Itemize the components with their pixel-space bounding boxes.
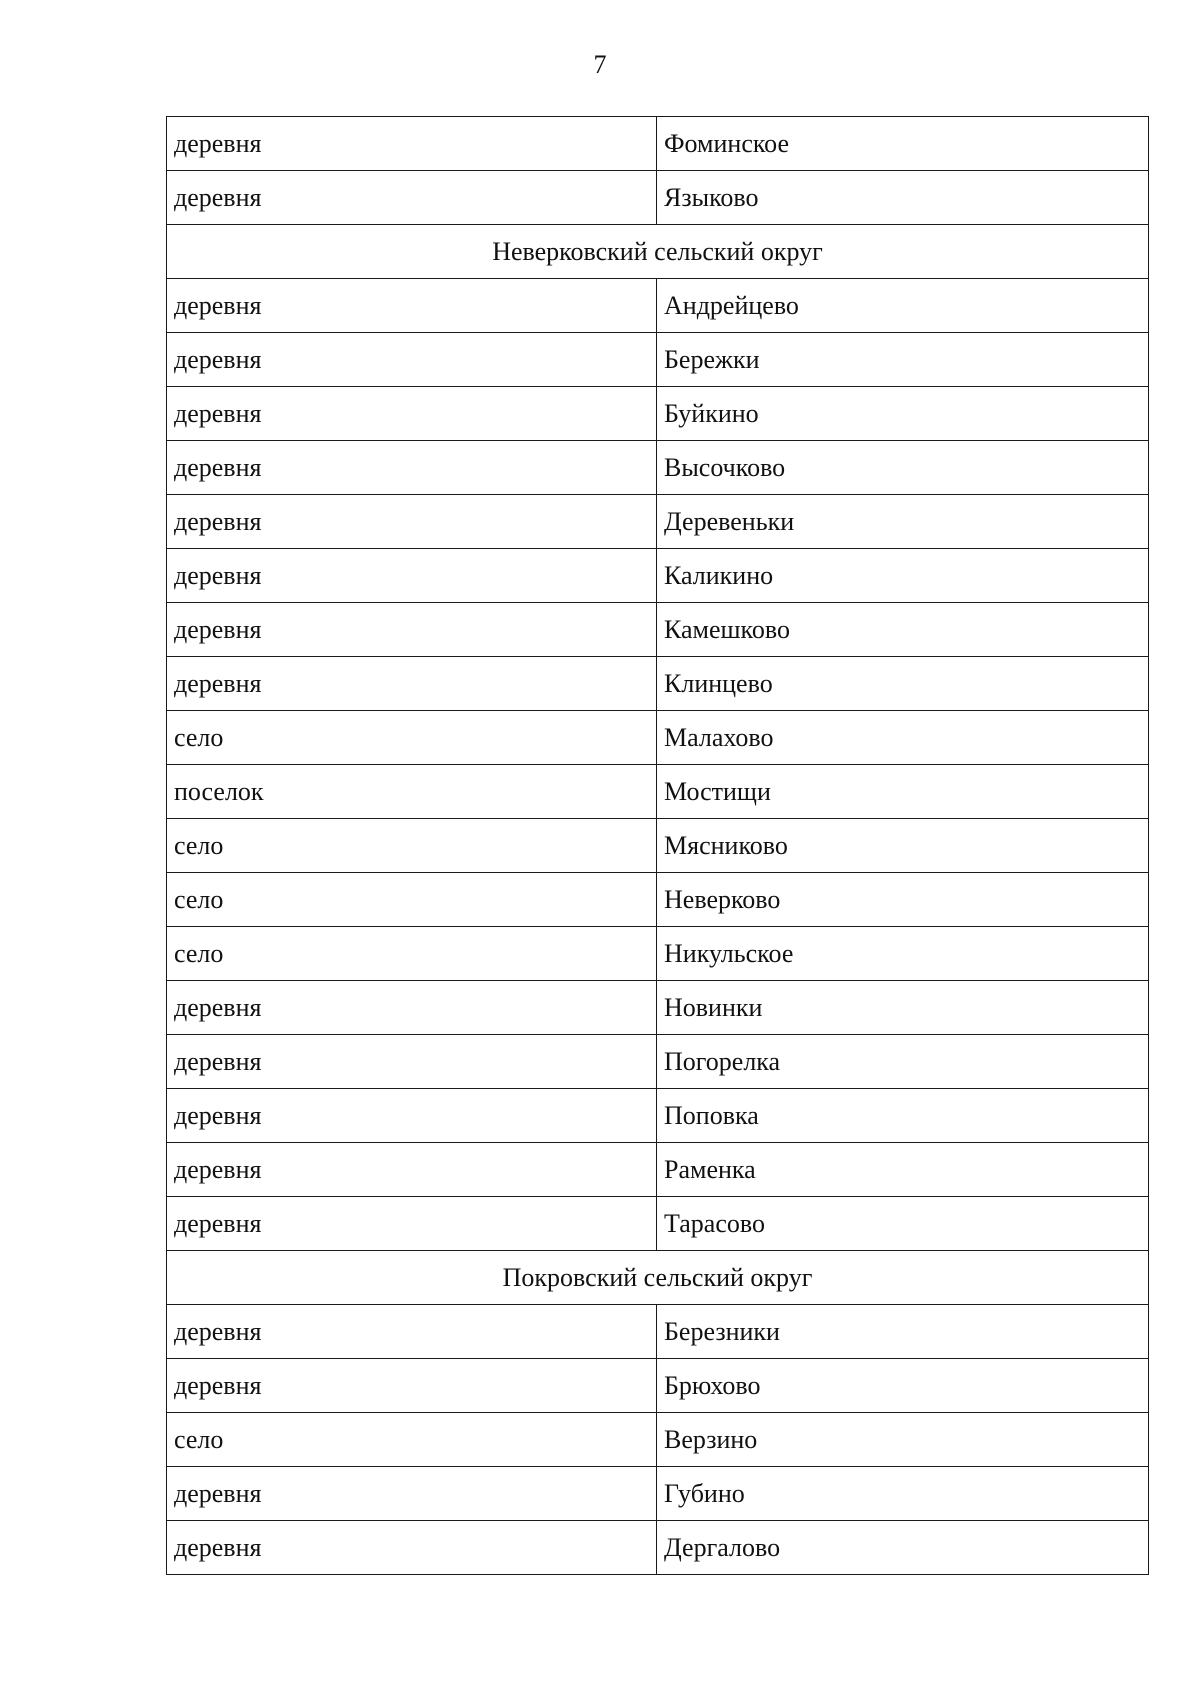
settlement-type-cell: деревня: [167, 1467, 657, 1521]
settlement-name-cell: Буйкино: [657, 387, 1149, 441]
settlement-name-cell: Брюхово: [657, 1359, 1149, 1413]
section-header-row: [167, 1251, 1149, 1305]
settlement-type-cell: деревня: [167, 981, 657, 1035]
settlement-name-cell: Губино: [657, 1467, 1149, 1521]
settlement-name-cell: Высочково: [657, 441, 1149, 495]
table-row: [167, 171, 1149, 225]
table-row: [167, 1359, 1149, 1413]
table-row: [167, 657, 1149, 711]
table-row: [167, 1413, 1149, 1467]
table-row: [167, 117, 1149, 171]
table-row: [167, 873, 1149, 927]
settlement-name-cell: Верзино: [657, 1413, 1149, 1467]
settlement-name-cell: Раменка: [657, 1143, 1149, 1197]
settlement-name-cell: Фоминское: [657, 117, 1149, 171]
settlement-type-cell: деревня: [167, 1035, 657, 1089]
settlement-name-cell: Языково: [657, 171, 1149, 225]
settlement-name-cell: Новинки: [657, 981, 1149, 1035]
settlement-type-cell: поселок: [167, 765, 657, 819]
section-title: Неверковский сельский округ: [167, 225, 1149, 279]
table-row: [167, 1035, 1149, 1089]
table-row: [167, 765, 1149, 819]
settlement-name-cell: Поповка: [657, 1089, 1149, 1143]
settlement-name-cell: Тарасово: [657, 1197, 1149, 1251]
settlement-name-cell: Бережки: [657, 333, 1149, 387]
settlement-name-cell: Андрейцево: [657, 279, 1149, 333]
table-row: [167, 1089, 1149, 1143]
settlement-type-cell: деревня: [167, 1143, 657, 1197]
settlement-type-cell: село: [167, 711, 657, 765]
table-row: [167, 1305, 1149, 1359]
table-row: [167, 441, 1149, 495]
settlement-name-cell: Деревеньки: [657, 495, 1149, 549]
settlement-type-cell: деревня: [167, 441, 657, 495]
settlement-type-cell: деревня: [167, 117, 657, 171]
settlement-type-cell: деревня: [167, 495, 657, 549]
settlement-name-cell: Клинцево: [657, 657, 1149, 711]
settlement-type-cell: деревня: [167, 171, 657, 225]
settlement-name-cell: Дергалово: [657, 1521, 1149, 1575]
settlement-type-cell: село: [167, 927, 657, 981]
settlement-name-cell: Мостищи: [657, 765, 1149, 819]
table-body: [167, 117, 1149, 1575]
table-row: [167, 819, 1149, 873]
settlement-type-cell: деревня: [167, 387, 657, 441]
table-row: [167, 927, 1149, 981]
table-row: [167, 603, 1149, 657]
settlement-type-cell: село: [167, 1413, 657, 1467]
settlement-name-cell: Малахово: [657, 711, 1149, 765]
settlement-name-cell: Мясниково: [657, 819, 1149, 873]
table-row: [167, 279, 1149, 333]
settlement-type-cell: село: [167, 819, 657, 873]
table-row: [167, 495, 1149, 549]
settlement-name-cell: Камешково: [657, 603, 1149, 657]
settlement-type-cell: деревня: [167, 1089, 657, 1143]
table-row: [167, 981, 1149, 1035]
settlement-type-cell: деревня: [167, 549, 657, 603]
table-row: [167, 711, 1149, 765]
table-row: [167, 1521, 1149, 1575]
table-row: [167, 1197, 1149, 1251]
settlement-type-cell: деревня: [167, 333, 657, 387]
settlement-type-cell: село: [167, 873, 657, 927]
section-title: Покровский сельский округ: [167, 1251, 1149, 1305]
settlement-type-cell: деревня: [167, 603, 657, 657]
settlement-type-cell: деревня: [167, 1197, 657, 1251]
section-header-row: [167, 225, 1149, 279]
settlement-type-cell: деревня: [167, 1521, 657, 1575]
table-row: [167, 1143, 1149, 1197]
settlements-table: [166, 116, 1149, 1575]
settlement-name-cell: Каликино: [657, 549, 1149, 603]
settlement-type-cell: деревня: [167, 279, 657, 333]
settlement-type-cell: деревня: [167, 1359, 657, 1413]
settlement-type-cell: деревня: [167, 1305, 657, 1359]
settlement-name-cell: Никульское: [657, 927, 1149, 981]
settlement-name-cell: Березники: [657, 1305, 1149, 1359]
table-row: [167, 387, 1149, 441]
settlement-name-cell: Неверково: [657, 873, 1149, 927]
settlement-name-cell: Погорелка: [657, 1035, 1149, 1089]
settlement-type-cell: деревня: [167, 657, 657, 711]
table-row: [167, 549, 1149, 603]
table-row: [167, 1467, 1149, 1521]
page-number: 7: [593, 50, 607, 79]
table-row: [167, 333, 1149, 387]
